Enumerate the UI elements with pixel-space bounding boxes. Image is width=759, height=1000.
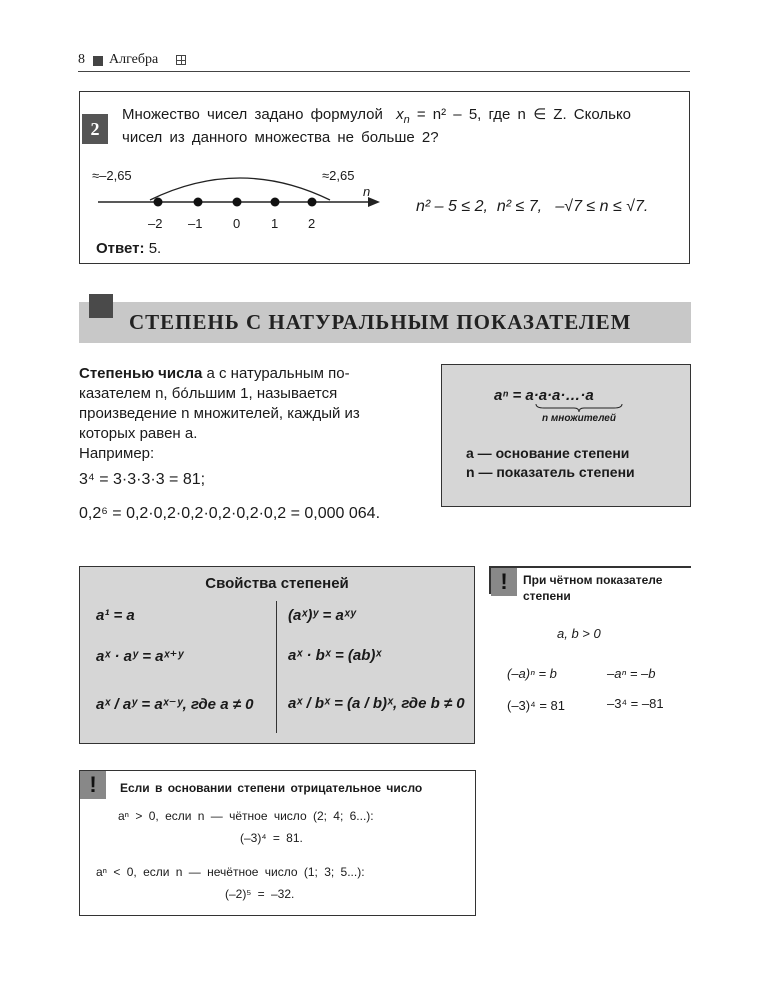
- point-1: [271, 198, 280, 207]
- negative-base-note: [79, 770, 476, 916]
- even-note-formula-4: –3⁴ = –81: [607, 696, 664, 711]
- section-header: [79, 302, 691, 343]
- example2: 0,2⁶ = 0,2·0,2·0,2·0,2·0,2·0,2 = 0,000 064.: [79, 505, 381, 522]
- tick-label: –2: [148, 216, 163, 231]
- tick-label: 1: [271, 216, 279, 231]
- properties-box: [79, 566, 475, 744]
- definition: [79, 364, 419, 524]
- point-minus1: [194, 198, 203, 207]
- exclamation-icon: !: [80, 771, 106, 799]
- grid-icon: [176, 55, 186, 65]
- property-right-1: (aˣ)ʸ = aˣʸ: [288, 607, 356, 624]
- point-2: [308, 198, 317, 207]
- properties-title: Свойства степеней: [205, 575, 349, 592]
- even-note-title: При чётном показателе степени: [523, 573, 663, 603]
- solution-inequality: n² – 5 ≤ 2, n² ≤ 7, –√7 ≤ n ≤ √7.: [416, 198, 649, 215]
- even-note: [489, 566, 691, 730]
- header-square-icon: [93, 56, 103, 66]
- point-0: [233, 198, 242, 207]
- problem-statement-line1: Множество чисел задано формулой $x_n = n^2 - 5$, где n ∈ Z. Сколько: [122, 106, 632, 126]
- power-formula: aⁿ = a·a·a·…·a: [494, 387, 594, 404]
- property-left-3: aˣ / aʸ = aˣ⁻ʸ, где a ≠ 0: [96, 696, 254, 713]
- tick-label: –1: [188, 216, 203, 231]
- property-right-3: aˣ / bˣ = (a / b)ˣ, где b ≠ 0: [288, 695, 465, 712]
- even-note-border-top: [489, 566, 691, 568]
- page-number: 8: [78, 52, 85, 67]
- negative-note-line1: aⁿ > 0, если n — чётное число (2; 4; 6...):: [118, 809, 374, 823]
- negative-note-title: Если в основании степени отрицательное число: [120, 781, 423, 795]
- page-header: [78, 52, 688, 72]
- answer: Ответ: 5.: [96, 240, 162, 257]
- even-note-formula-3: (–3)⁴ = 81: [507, 698, 565, 713]
- tick-label: 0: [233, 216, 241, 231]
- definition-line3: произведение n множителей, каждый из: [79, 405, 360, 422]
- property-right-2: aˣ · bˣ = (ab)ˣ: [288, 647, 382, 664]
- problem-number: 2: [82, 114, 108, 144]
- problem-box: [79, 91, 690, 264]
- base-definition: a — основание степени: [466, 445, 630, 461]
- subject-title: Алгебра: [109, 52, 159, 67]
- tick-label: 2: [308, 216, 316, 231]
- brace-label: n множителей: [542, 413, 616, 424]
- negative-note-line4: (–2)⁵ = –32.: [225, 887, 295, 901]
- property-left-1: a¹ = a: [96, 607, 135, 624]
- property-left-2: aˣ · aʸ = aˣ⁺ʸ: [96, 648, 184, 665]
- properties-divider: [276, 601, 277, 733]
- even-note-condition: a, b > 0: [557, 626, 601, 641]
- definition-line4: которых равен a.: [79, 425, 198, 442]
- section-title: СТЕПЕНЬ С НАТУРАЛЬНЫМ ПОКАЗАТЕЛЕМ: [129, 310, 632, 334]
- section-square-icon: [89, 294, 113, 318]
- header-rule: [78, 71, 690, 72]
- underbrace: [534, 403, 624, 413]
- formula-box: [441, 364, 691, 507]
- example1: 3⁴ = 3·3·3·3 = 81;: [79, 471, 206, 488]
- even-note-formula-1: (–a)ⁿ = b: [507, 666, 557, 681]
- example-label: Например:: [79, 445, 155, 462]
- right-bound-label: ≈2,65: [322, 168, 355, 183]
- definition-line2: казателем n, бо́льшим 1, называется: [79, 385, 338, 402]
- negative-note-line3: aⁿ < 0, если n — нечётное число (1; 3; 5...):: [96, 865, 365, 879]
- point-minus2: [154, 198, 163, 207]
- negative-note-line2: (–3)⁴ = 81.: [240, 831, 303, 845]
- left-bound-label: ≈–2,65: [92, 168, 132, 183]
- exclamation-icon: !: [491, 568, 517, 596]
- axis-label: n: [363, 184, 371, 199]
- definition-line1: Степенью числа a с натуральным по-: [79, 365, 350, 382]
- exponent-definition: n — показатель степени: [466, 464, 635, 480]
- even-note-formula-2: –aⁿ = –b: [607, 666, 656, 681]
- problem-statement-line2: чисел из данного множества не больше 2?: [122, 129, 439, 146]
